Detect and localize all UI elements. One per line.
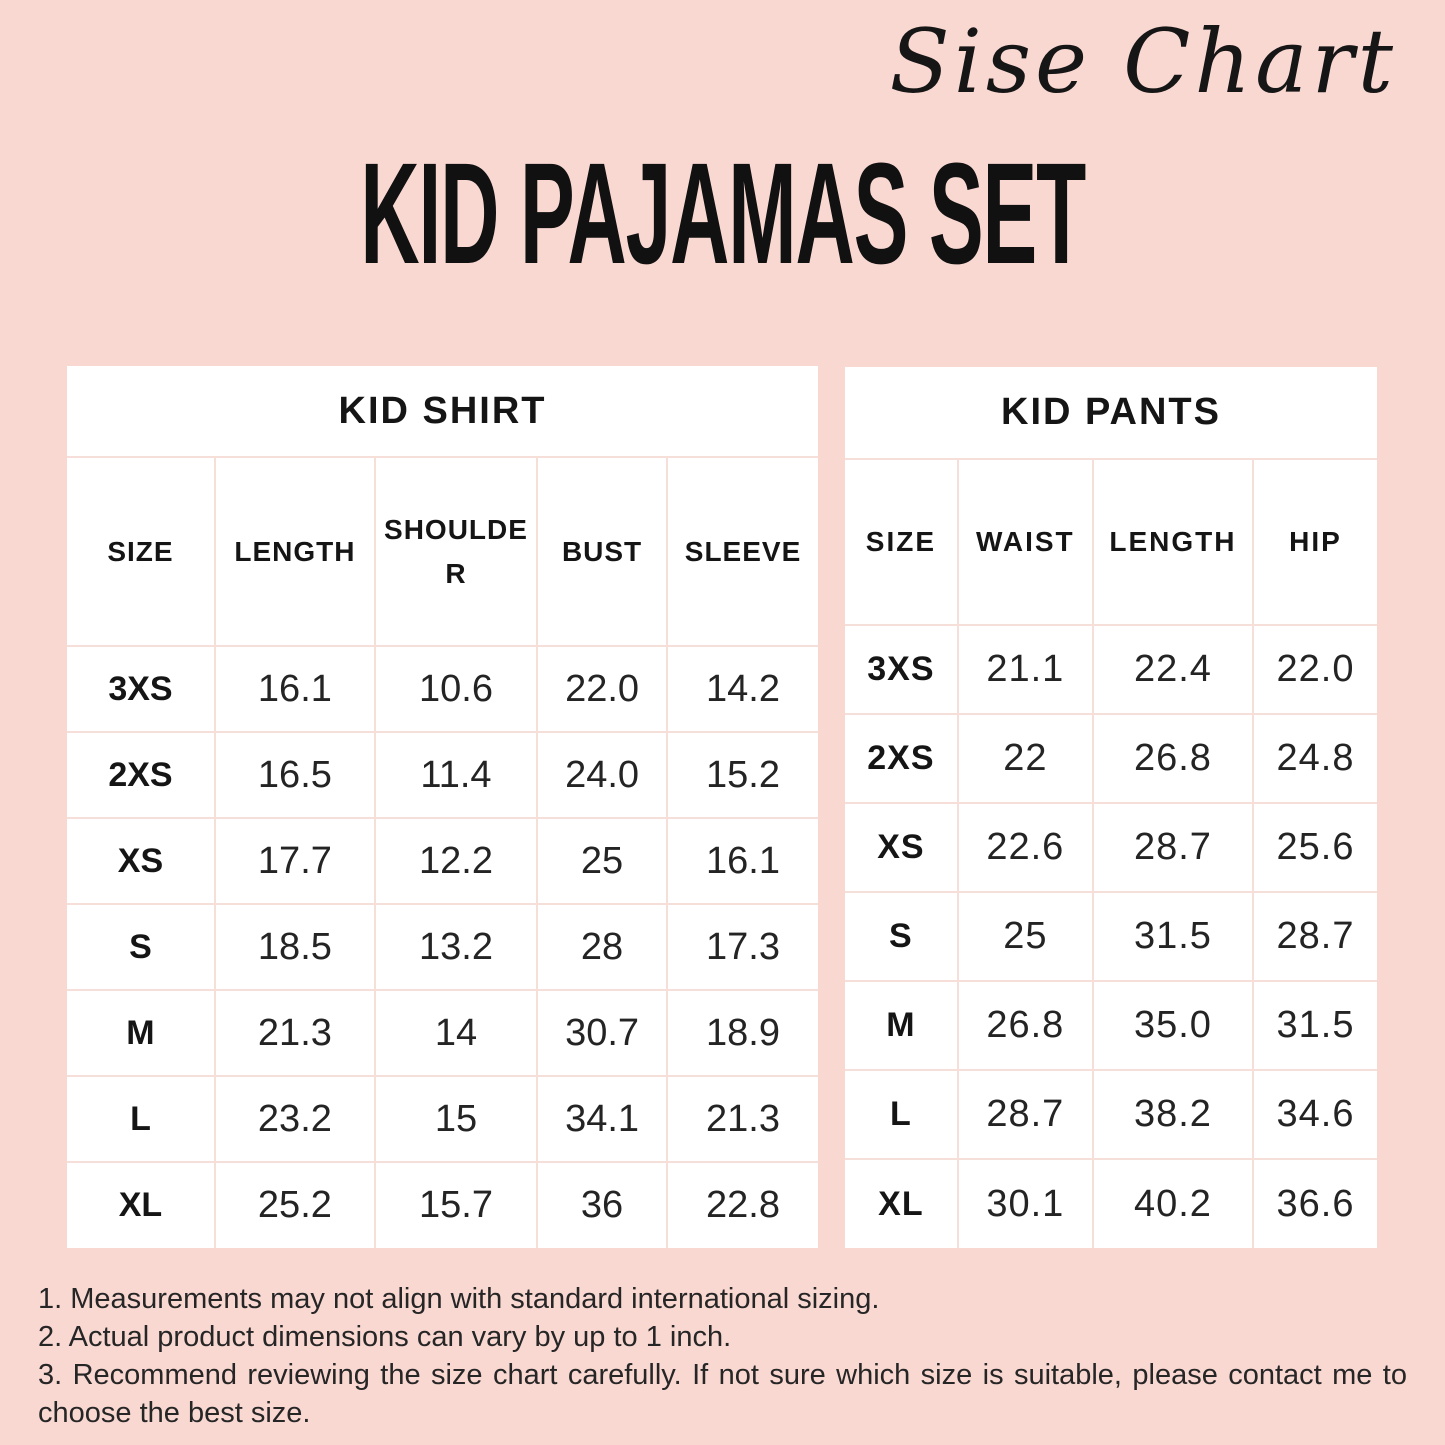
size-cell: S bbox=[845, 892, 958, 981]
kid-shirt-table bbox=[67, 366, 818, 1248]
value-cell: 26.8 bbox=[958, 981, 1093, 1070]
table-row bbox=[67, 732, 818, 818]
value-cell: 16.1 bbox=[215, 646, 375, 732]
size-cell: XS bbox=[845, 803, 958, 892]
value-cell: 23.2 bbox=[215, 1076, 375, 1162]
table-row bbox=[845, 892, 1377, 981]
value-cell: 25.6 bbox=[1253, 803, 1377, 892]
value-cell: 14.2 bbox=[667, 646, 818, 732]
value-cell: 15.7 bbox=[375, 1162, 537, 1248]
value-cell: 18.5 bbox=[215, 904, 375, 990]
table-row bbox=[67, 646, 818, 732]
table-row bbox=[67, 457, 818, 646]
value-cell: 17.7 bbox=[215, 818, 375, 904]
table-row bbox=[845, 625, 1377, 714]
value-cell: 28.7 bbox=[958, 1070, 1093, 1159]
footnote-2: 2. Actual product dimensions can vary by up to 1 inch. bbox=[38, 1321, 732, 1353]
value-cell: 15 bbox=[375, 1076, 537, 1162]
column-header-size: SIZE bbox=[845, 459, 958, 625]
size-cell: M bbox=[67, 990, 215, 1076]
size-cell: S bbox=[67, 904, 215, 990]
size-cell: 2XS bbox=[67, 732, 215, 818]
size-cell: 3XS bbox=[845, 625, 958, 714]
value-cell: 21.3 bbox=[215, 990, 375, 1076]
table-row bbox=[67, 990, 818, 1076]
table-row bbox=[845, 1159, 1377, 1248]
column-header-shoulder: SHOULDER bbox=[375, 457, 537, 646]
value-cell: 21.1 bbox=[958, 625, 1093, 714]
value-cell: 24.8 bbox=[1253, 714, 1377, 803]
size-cell: 2XS bbox=[845, 714, 958, 803]
table-row bbox=[67, 366, 818, 457]
value-cell: 11.4 bbox=[375, 732, 537, 818]
table-row bbox=[67, 1076, 818, 1162]
size-cell: M bbox=[845, 981, 958, 1070]
size-cell: XS bbox=[67, 818, 215, 904]
table-row bbox=[67, 904, 818, 990]
value-cell: 22.8 bbox=[667, 1162, 818, 1248]
column-header-length: LENGTH bbox=[1093, 459, 1253, 625]
table-row bbox=[67, 1162, 818, 1248]
value-cell: 28.7 bbox=[1093, 803, 1253, 892]
value-cell: 28.7 bbox=[1253, 892, 1377, 981]
value-cell: 25 bbox=[537, 818, 667, 904]
value-cell: 13.2 bbox=[375, 904, 537, 990]
footnotes bbox=[38, 1280, 1407, 1432]
value-cell: 24.0 bbox=[537, 732, 667, 818]
script-subtitle: Sise Chart bbox=[889, 10, 1397, 113]
value-cell: 22.6 bbox=[958, 803, 1093, 892]
value-cell: 22 bbox=[958, 714, 1093, 803]
table-row bbox=[845, 981, 1377, 1070]
size-cell: L bbox=[67, 1076, 215, 1162]
size-cell: 3XS bbox=[67, 646, 215, 732]
column-header-bust: BUST bbox=[537, 457, 667, 646]
value-cell: 31.5 bbox=[1253, 981, 1377, 1070]
page-title-container bbox=[0, 133, 1445, 294]
value-cell: 26.8 bbox=[1093, 714, 1253, 803]
value-cell: 21.3 bbox=[667, 1076, 818, 1162]
table-row bbox=[845, 459, 1377, 625]
column-header-hip: HIP bbox=[1253, 459, 1377, 625]
footnote-1: 1. Measurements may not align with standard international sizing. bbox=[38, 1283, 880, 1315]
value-cell: 15.2 bbox=[667, 732, 818, 818]
value-cell: 10.6 bbox=[375, 646, 537, 732]
value-cell: 38.2 bbox=[1093, 1070, 1253, 1159]
value-cell: 36.6 bbox=[1253, 1159, 1377, 1248]
value-cell: 25.2 bbox=[215, 1162, 375, 1248]
value-cell: 16.5 bbox=[215, 732, 375, 818]
table-row bbox=[67, 818, 818, 904]
table-row bbox=[845, 367, 1377, 459]
value-cell: 34.1 bbox=[537, 1076, 667, 1162]
value-cell: 30.1 bbox=[958, 1159, 1093, 1248]
kid-pants-table bbox=[845, 367, 1377, 1248]
value-cell: 12.2 bbox=[375, 818, 537, 904]
value-cell: 35.0 bbox=[1093, 981, 1253, 1070]
value-cell: 25 bbox=[958, 892, 1093, 981]
value-cell: 22.0 bbox=[537, 646, 667, 732]
table-row bbox=[845, 714, 1377, 803]
table-row bbox=[845, 1070, 1377, 1159]
size-cell: XL bbox=[845, 1159, 958, 1248]
value-cell: 14 bbox=[375, 990, 537, 1076]
column-header-sleeve: SLEEVE bbox=[667, 457, 818, 646]
value-cell: 17.3 bbox=[667, 904, 818, 990]
size-cell: L bbox=[845, 1070, 958, 1159]
size-cell: XL bbox=[67, 1162, 215, 1248]
column-header-size: SIZE bbox=[67, 457, 215, 646]
value-cell: 28 bbox=[537, 904, 667, 990]
pants-table-title: KID PANTS bbox=[845, 367, 1377, 459]
column-header-waist: WAIST bbox=[958, 459, 1093, 625]
value-cell: 40.2 bbox=[1093, 1159, 1253, 1248]
shirt-table-title: KID SHIRT bbox=[67, 366, 818, 457]
column-header-length: LENGTH bbox=[215, 457, 375, 646]
footnote-3: 3. Recommend reviewing the size chart carefully. If not sure which size is suitable, please contact me to choose the best size. bbox=[38, 1359, 1407, 1429]
value-cell: 22.4 bbox=[1093, 625, 1253, 714]
table-row bbox=[845, 803, 1377, 892]
value-cell: 18.9 bbox=[667, 990, 818, 1076]
value-cell: 34.6 bbox=[1253, 1070, 1377, 1159]
value-cell: 36 bbox=[537, 1162, 667, 1248]
value-cell: 30.7 bbox=[537, 990, 667, 1076]
value-cell: 22.0 bbox=[1253, 625, 1377, 714]
value-cell: 31.5 bbox=[1093, 892, 1253, 981]
value-cell: 16.1 bbox=[667, 818, 818, 904]
page-title: KID PAJAMAS SET bbox=[360, 133, 1085, 294]
